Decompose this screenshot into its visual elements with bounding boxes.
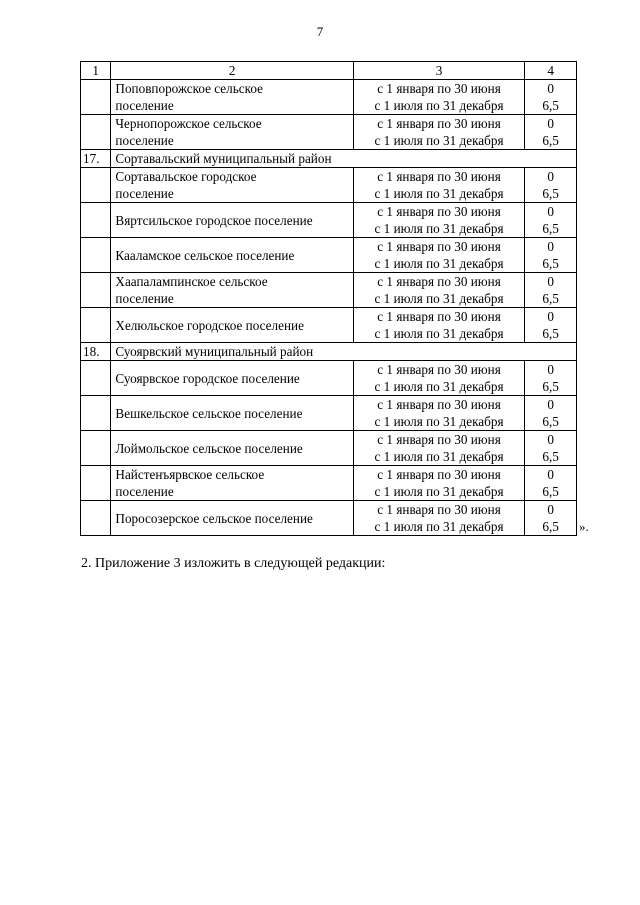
row-number-cell	[81, 80, 111, 115]
rate-cell	[525, 501, 577, 536]
period-cell	[353, 238, 524, 273]
rate-cell	[525, 238, 577, 273]
rate-value: 0	[547, 274, 554, 289]
settlement-name-cell	[111, 501, 353, 536]
section-row	[81, 150, 577, 168]
rate-value: 6,5	[542, 326, 559, 341]
rate-value: 6,5	[542, 256, 559, 271]
settlement-name-cell	[111, 396, 353, 431]
period-line: с 1 июля по 31 декабря	[374, 519, 504, 534]
header-col-3: 3	[353, 62, 524, 80]
period-line: с 1 января по 30 июня	[377, 502, 501, 517]
rate-cell	[525, 431, 577, 466]
rate-value: 6,5	[542, 379, 559, 394]
period-line: с 1 января по 30 июня	[377, 397, 501, 412]
period-line: с 1 января по 30 июня	[377, 116, 501, 131]
settlement-name-line: поселение	[115, 186, 174, 201]
rate-cell	[525, 115, 577, 150]
rate-cell	[525, 80, 577, 115]
table-row	[81, 238, 577, 273]
row-number-cell	[81, 115, 111, 150]
rate-cell	[525, 168, 577, 203]
settlement-name-line: Поросозерское сельское поселение	[115, 510, 313, 526]
settlement-name-line: Суоярвское городское поселение	[115, 370, 300, 386]
table-body	[81, 62, 577, 536]
rate-value: 6,5	[542, 133, 559, 148]
settlement-name-line: Вяртсильское городское поселение	[115, 212, 313, 228]
settlement-name-line: Кааламское сельское поселение	[115, 247, 295, 263]
rate-value: 6,5	[542, 221, 559, 236]
period-line: с 1 января по 30 июня	[377, 169, 501, 184]
rate-cell	[525, 273, 577, 308]
period-cell	[353, 273, 524, 308]
period-line: с 1 июля по 31 декабря	[374, 449, 504, 464]
period-line: с 1 июля по 31 декабря	[374, 379, 504, 394]
period-line: с 1 июля по 31 декабря	[374, 133, 504, 148]
period-cell	[353, 308, 524, 343]
header-col-2: 2	[111, 62, 353, 80]
period-line: с 1 января по 30 июня	[377, 467, 501, 482]
period-line: с 1 июля по 31 декабря	[374, 291, 504, 306]
table-row	[81, 431, 577, 466]
rate-value: 6,5	[542, 484, 559, 499]
period-line: с 1 июля по 31 декабря	[374, 221, 504, 236]
rate-value: 6,5	[542, 98, 559, 113]
rate-value: 0	[547, 432, 554, 447]
section-number: 18.	[81, 343, 111, 361]
row-number-cell	[81, 396, 111, 431]
row-number-cell	[81, 466, 111, 501]
row-number-cell	[81, 431, 111, 466]
settlement-name-cell	[111, 115, 353, 150]
row-number-cell	[81, 203, 111, 238]
settlement-name-cell	[111, 273, 353, 308]
row-number-cell	[81, 308, 111, 343]
table-row	[81, 273, 577, 308]
settlement-name-line: Поповпорожское сельское	[115, 81, 263, 96]
period-cell	[353, 80, 524, 115]
period-line: с 1 января по 30 июня	[377, 362, 501, 377]
table-row	[81, 466, 577, 501]
settlement-name-cell	[111, 203, 353, 238]
table-row	[81, 203, 577, 238]
settlement-name-cell	[111, 431, 353, 466]
settlement-name-line: Лоймольское сельское поселение	[115, 440, 303, 456]
page-number: 7	[316, 24, 324, 39]
period-line: с 1 января по 30 июня	[377, 432, 501, 447]
settlement-name-line: поселение	[115, 98, 174, 113]
row-number-cell	[81, 361, 111, 396]
paragraph-text: 2. Приложение 3 изложить в следующей редакции:	[81, 556, 386, 571]
rate-value: 6,5	[542, 291, 559, 306]
settlement-name-line: Хелюльское городское поселение	[115, 317, 304, 333]
period-line: с 1 января по 30 июня	[377, 204, 501, 219]
rate-value: 0	[547, 397, 554, 412]
settlement-name-cell	[111, 466, 353, 501]
header-col-4: 4	[525, 62, 577, 80]
period-cell	[353, 168, 524, 203]
section-title: Сортавальский муниципальный район	[111, 150, 577, 168]
table-row	[81, 396, 577, 431]
period-cell	[353, 466, 524, 501]
table-row	[81, 501, 577, 536]
rate-cell	[525, 203, 577, 238]
table-row	[81, 115, 577, 150]
settlement-name-line: Сортавальское городское	[115, 169, 257, 184]
settlement-name-line: поселение	[115, 291, 174, 306]
rate-value: 0	[547, 81, 554, 96]
period-line: с 1 июля по 31 декабря	[374, 484, 504, 499]
row-number-cell	[81, 273, 111, 308]
rate-value: 6,5	[542, 414, 559, 429]
table-header-row	[81, 62, 577, 80]
rate-value: 0	[547, 467, 554, 482]
rate-cell	[525, 308, 577, 343]
rate-value: 6,5	[542, 519, 559, 534]
rate-value: 0	[547, 116, 554, 131]
table-row	[81, 308, 577, 343]
period-line: с 1 января по 30 июня	[377, 309, 501, 324]
rate-value: 0	[547, 502, 554, 517]
row-number-cell	[81, 501, 111, 536]
rate-cell	[525, 396, 577, 431]
period-line: с 1 июля по 31 декабря	[374, 414, 504, 429]
settlement-name-line: поселение	[115, 484, 174, 499]
settlement-name-cell	[111, 168, 353, 203]
rate-value: 0	[547, 309, 554, 324]
period-cell	[353, 396, 524, 431]
period-line: с 1 июля по 31 декабря	[374, 326, 504, 341]
section-title: Суоярвский муниципальный район	[111, 343, 577, 361]
period-cell	[353, 115, 524, 150]
period-cell	[353, 431, 524, 466]
rate-value: 6,5	[542, 449, 559, 464]
rate-value: 6,5	[542, 186, 559, 201]
period-line: с 1 января по 30 июня	[377, 81, 501, 96]
settlement-name-line: Вешкельское сельское поселение	[115, 405, 303, 421]
settlement-name-cell	[111, 238, 353, 273]
rate-value: 0	[547, 362, 554, 377]
rate-value: 0	[547, 169, 554, 184]
rate-value: 0	[547, 239, 554, 254]
settlement-name-cell	[111, 308, 353, 343]
table-row	[81, 80, 577, 115]
row-number-cell	[81, 168, 111, 203]
period-line: с 1 июля по 31 декабря	[374, 98, 504, 113]
settlement-name-line: Найстенъярвское сельское	[115, 467, 265, 482]
period-cell	[353, 361, 524, 396]
table-closing-quote: ».	[579, 519, 589, 534]
settlement-name-line: поселение	[115, 133, 174, 148]
table-row	[81, 361, 577, 396]
section-number: 17.	[81, 150, 111, 168]
row-number-cell	[81, 238, 111, 273]
header-col-1: 1	[81, 62, 111, 80]
table-row	[81, 168, 577, 203]
settlement-name-line: Чернопорожское сельское	[115, 116, 262, 131]
settlement-name-cell	[111, 80, 353, 115]
tariff-table	[80, 61, 577, 536]
settlement-name-cell	[111, 361, 353, 396]
period-line: с 1 января по 30 июня	[377, 274, 501, 289]
period-cell	[353, 501, 524, 536]
rate-value: 0	[547, 204, 554, 219]
rate-cell	[525, 361, 577, 396]
rate-cell	[525, 466, 577, 501]
period-line: с 1 января по 30 июня	[377, 239, 501, 254]
period-cell	[353, 203, 524, 238]
settlement-name-line: Хаапалампинское сельское	[115, 274, 268, 289]
section-row	[81, 343, 577, 361]
period-line: с 1 июля по 31 декабря	[374, 186, 504, 201]
period-line: с 1 июля по 31 декабря	[374, 256, 504, 271]
